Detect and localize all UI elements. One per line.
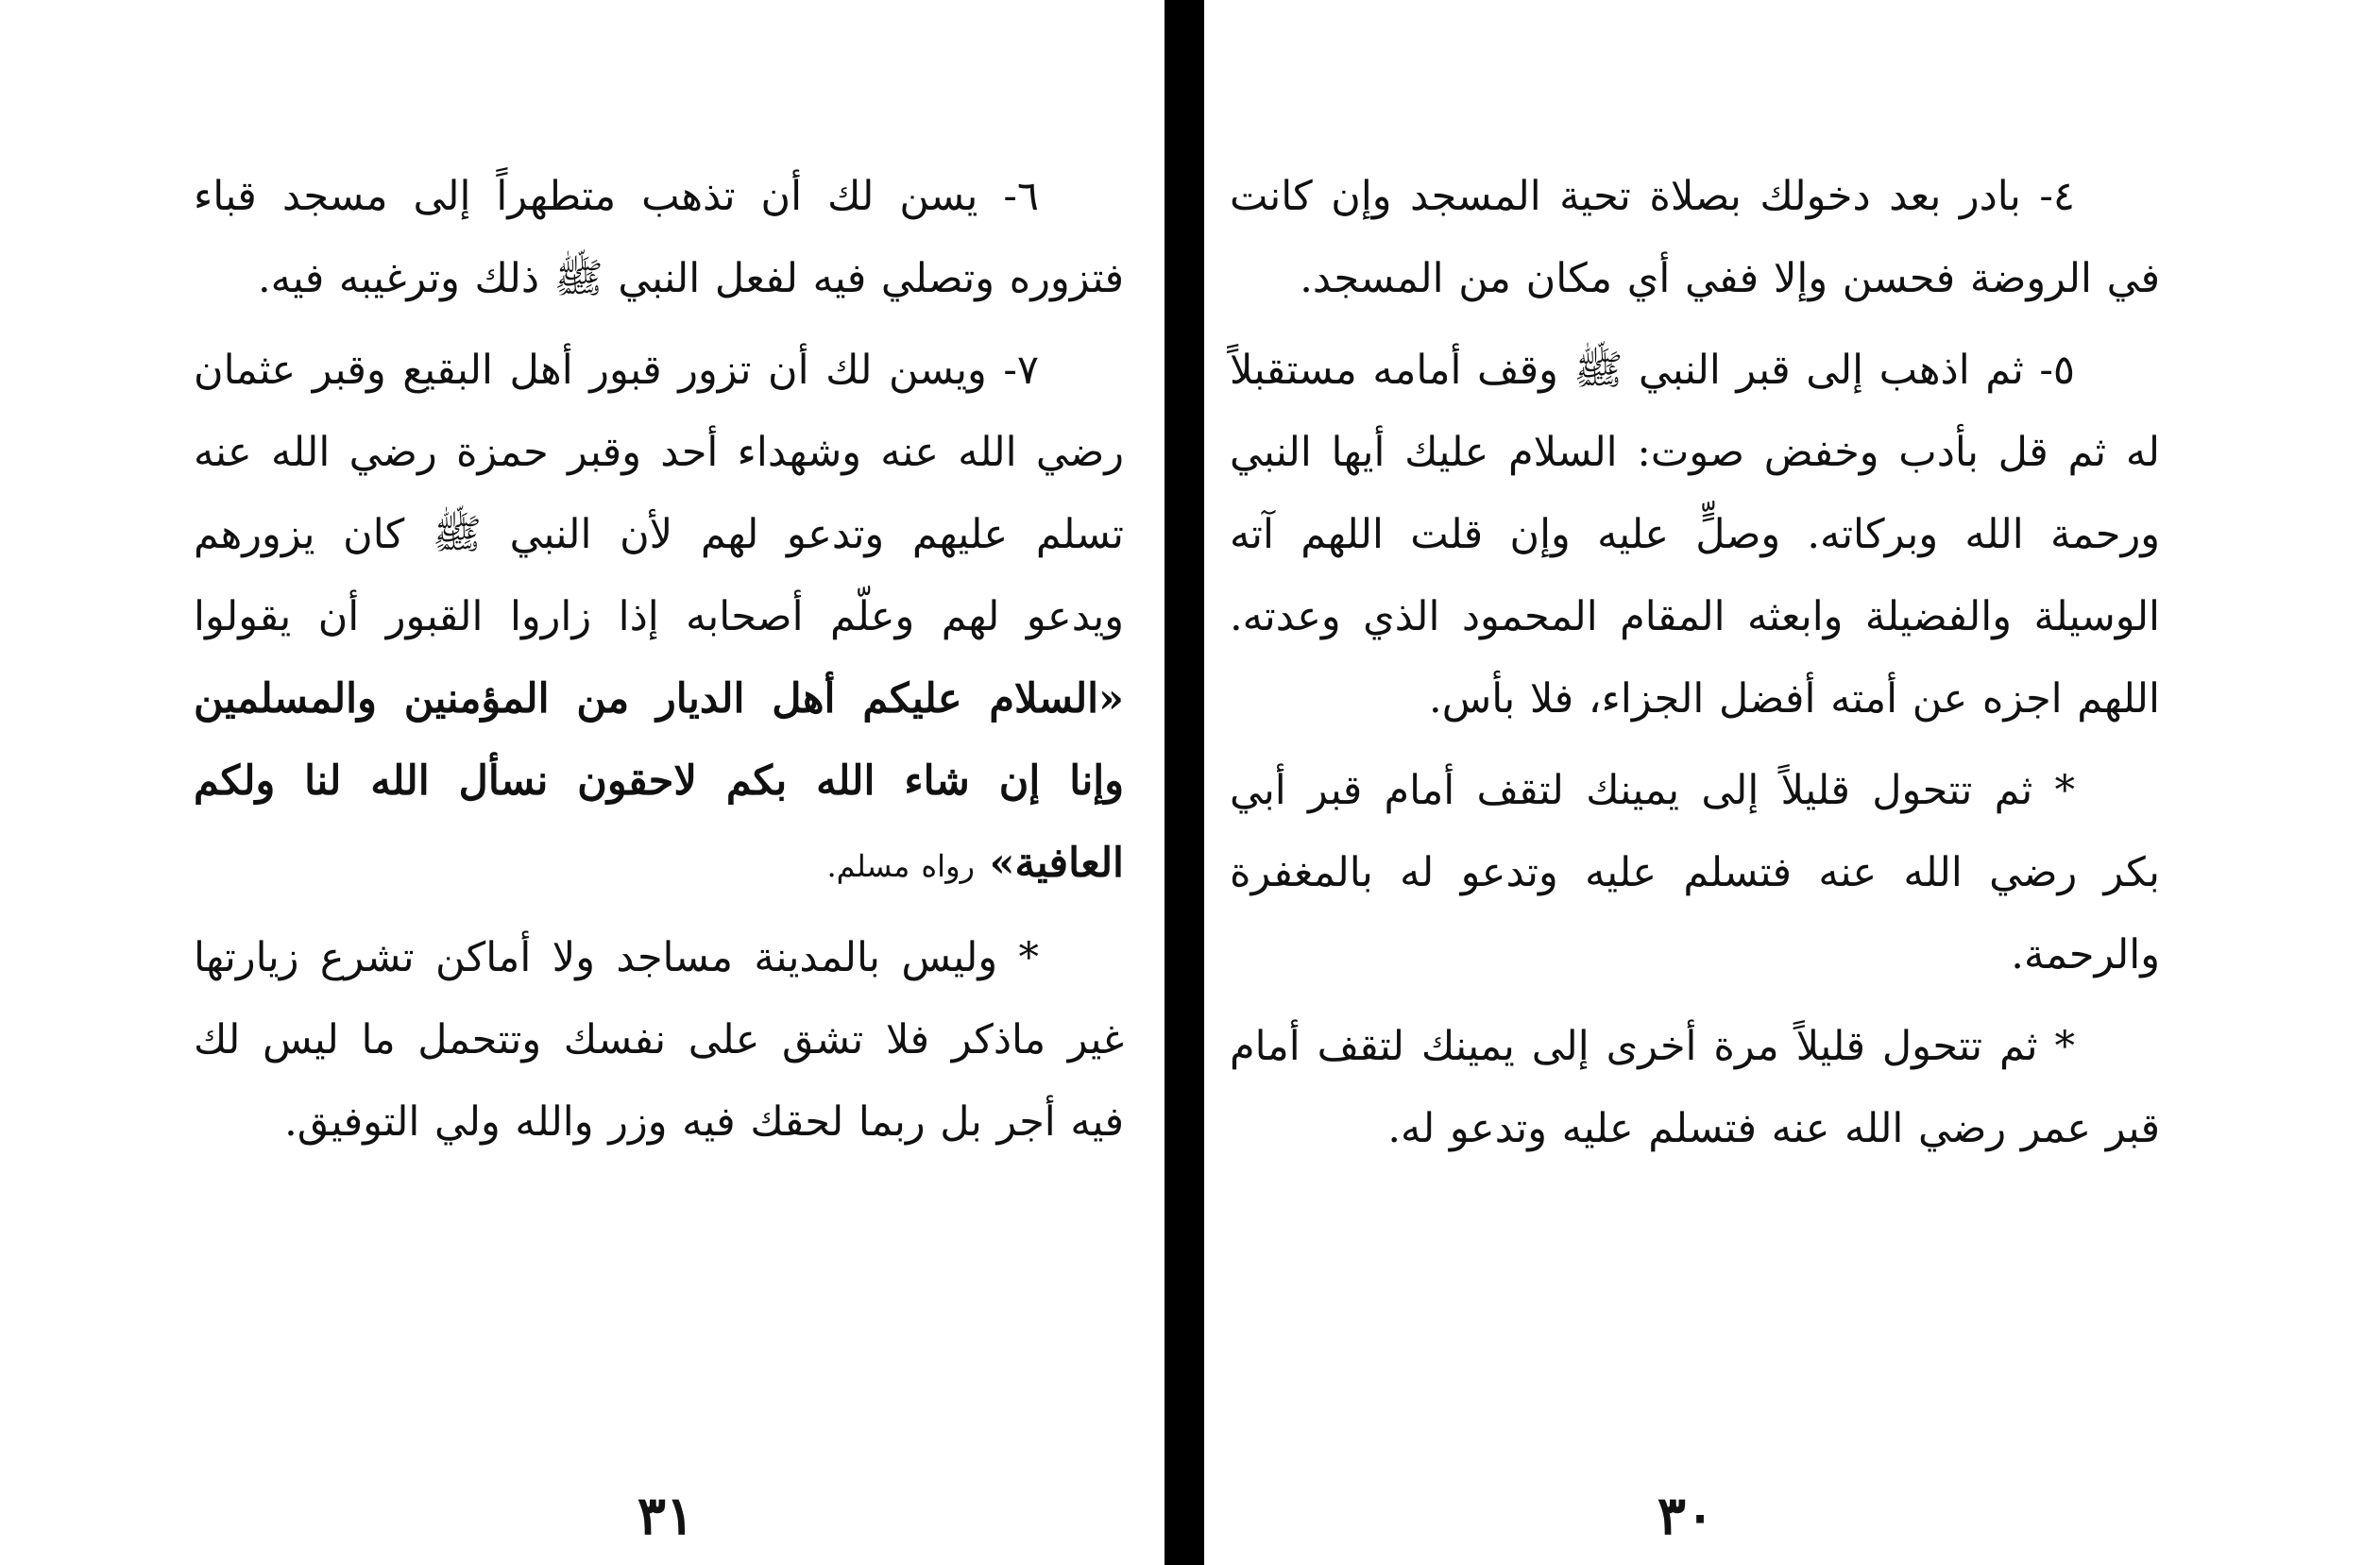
paragraph-5: ٥- ثم اذهب إلى قبر النبي ﷺ وقف أمامه مستقبلاً له ثم قل بأدب وخفض صوت: السلام عليك أيها النبي ورحمة الله وبركاته. وصلٍّ عليه وإن قلت اللهم آته الوسيلة والفضيلة وابعثه المقام المحمود الذي وعدته. اللهم اجزه عن أمته أفضل الجزاء، فلا بأس.	[1230, 347, 2160, 723]
paragraph-7-text: ٧- ويسن لك أن تزور قبور أهل البقيع وقبر عثمان رضي الله عنه وشهداء أحد وقبر حمزة رضي الله عنه تسلم عليهم وتدعو لهم لأن النبي ﷺ كان يزورهم ويدعو لهم وعلّم أصحابه إذا زاروا القبور أن يقولوا	[194, 347, 1124, 640]
book-spine	[1164, 0, 1204, 1565]
page-number-left: ٣١	[637, 1485, 695, 1547]
paragraph-7-citation: رواه مسلم.	[826, 848, 975, 884]
right-page	[1230, 156, 2160, 1180]
paragraph-4: ٤- بادر بعد دخولك بصلاة تحية المسجد وإن كانت في الروضة فحسن وإلا ففي أي مكان من المسجد.	[1230, 173, 2160, 302]
paragraph-7-quote: «السلام عليكم أهل الديار من المؤمنين والمسلمين وإنا إن شاء الله بكم لاحقون نسأل الله لنا ولكم العافية»	[194, 675, 1124, 887]
note-paragraph: * وليس بالمدينة مساجد ولا أماكن تشرع زيارتها غير ماذكر فلا تشق على نفسك وتتحمل ما ليس لك فيه أجر بل ربما لحقك فيه وزر والله ولي التوفيق.	[194, 934, 1124, 1146]
paragraph-umar: * ثم تتحول قليلاً مرة أخرى إلى يمينك لتقف أمام قبر عمر رضي الله عنه فتسلم عليه وتدعو له.	[1230, 1023, 2160, 1152]
paragraph-abubakr: * ثم تتحول قليلاً إلى يمينك لتقف أمام قبر أبي بكر رضي الله عنه فتسلم عليه وتدعو له بالمغفرة والرحمة.	[1230, 767, 2160, 978]
paragraph-7	[194, 330, 1124, 908]
page-number-right: ٣٠	[1657, 1485, 1715, 1547]
left-page	[194, 156, 1124, 1173]
paragraph-6: ٦- يسن لك أن تذهب متطهراً إلى مسجد قباء فتزوره وتصلي فيه لفعل النبي ﷺ ذلك وترغيبه فيه.	[194, 173, 1124, 302]
